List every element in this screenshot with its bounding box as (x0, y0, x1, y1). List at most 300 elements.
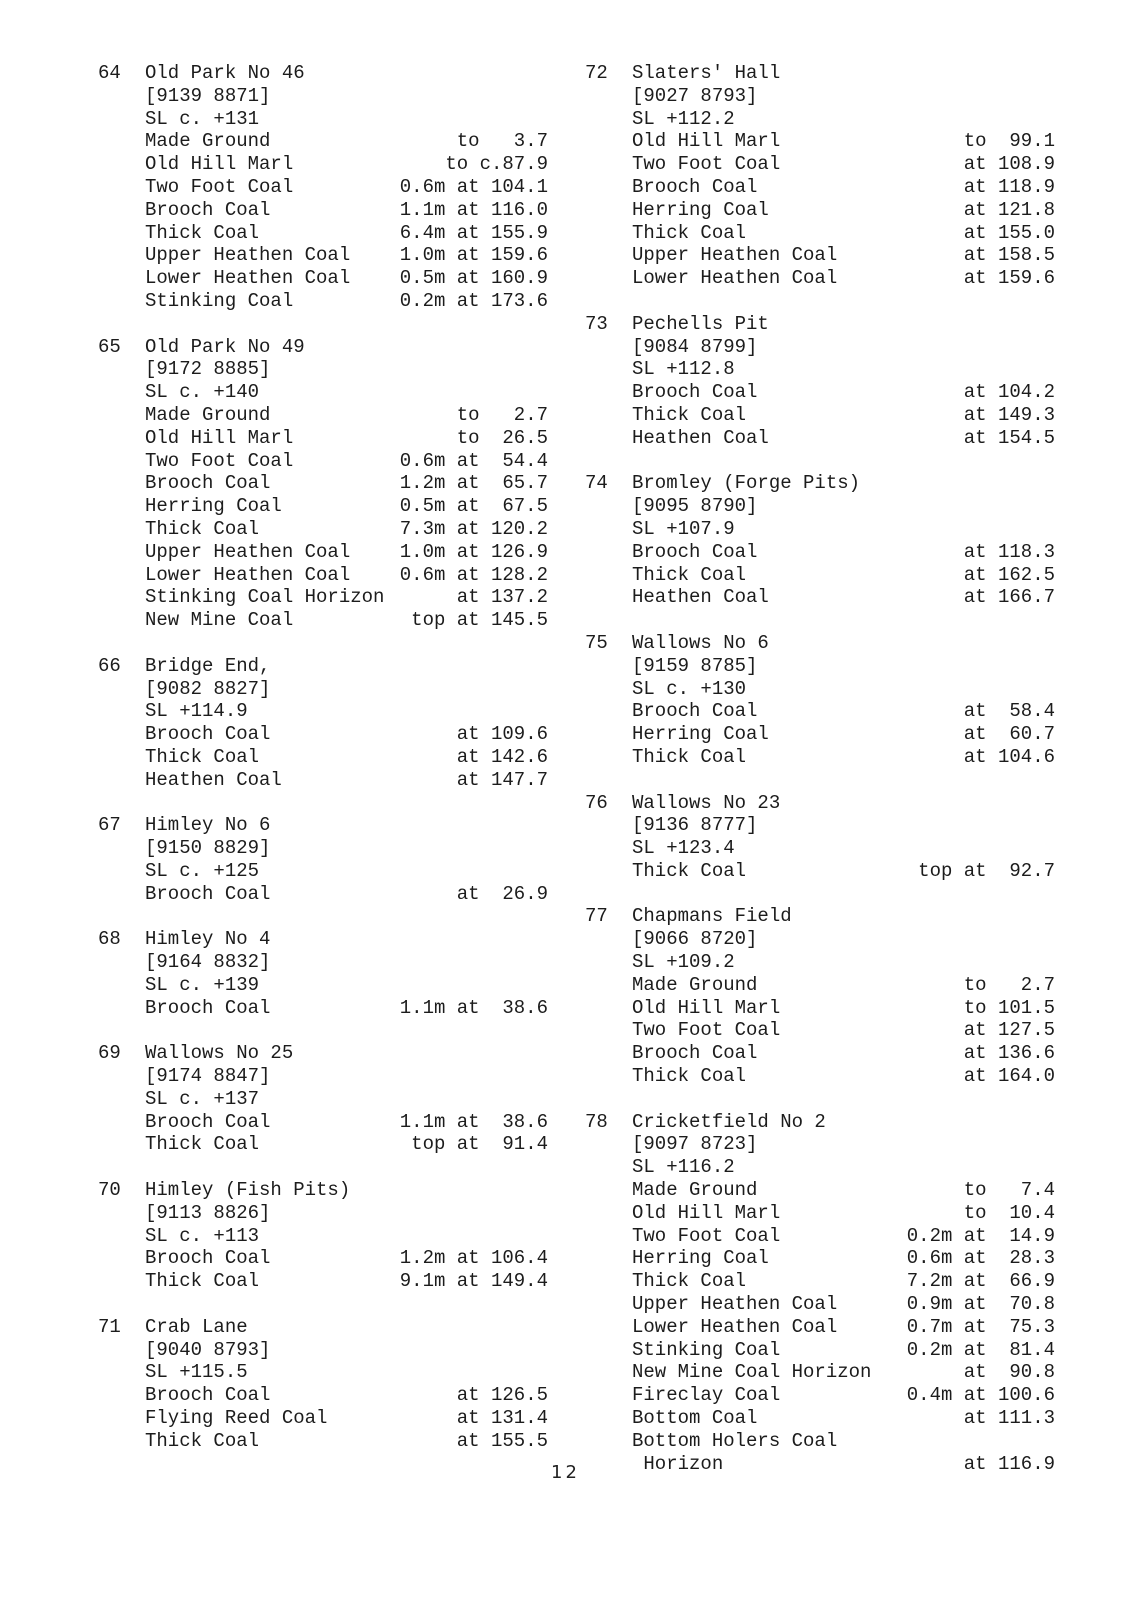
line-value: 0.6m at 28.3 (906, 1247, 1055, 1270)
entry-line (145, 1316, 548, 1339)
entry-line (632, 495, 1055, 518)
borehole-entry (585, 632, 1055, 769)
line-value: at 108.9 (963, 153, 1055, 176)
entry-line (632, 1065, 1055, 1088)
entry-number: 73 (585, 312, 608, 335)
entry-line (145, 85, 548, 108)
entry-line (145, 746, 548, 769)
line-label: Thick Coal (145, 221, 260, 244)
line-label: Heathen Coal (632, 426, 769, 449)
line-label: SL c. +125 (145, 859, 260, 882)
line-label: Thick Coal (632, 563, 747, 586)
line-label: Thick Coal (145, 1133, 260, 1156)
line-value: 0.5m at 160.9 (399, 267, 548, 290)
line-label: Lower Heathen Coal (145, 267, 351, 290)
line-label: Old Park No 49 (145, 335, 305, 358)
line-label: Himley (Fish Pits) (145, 1179, 351, 1202)
line-label: Crab Lane (145, 1315, 248, 1338)
line-value: 9.1m at 149.4 (399, 1270, 548, 1293)
entry-number: 70 (98, 1179, 121, 1202)
line-label: [9040 8793] (145, 1338, 271, 1361)
line-label: Upper Heathen Coal (145, 540, 351, 563)
entry-line (145, 1202, 548, 1225)
entry-line (145, 267, 548, 290)
line-value: at 136.6 (963, 1042, 1055, 1065)
entry-line (632, 108, 1055, 131)
line-label: Himley No 4 (145, 928, 271, 951)
entry-body (145, 1179, 548, 1293)
borehole-entry (98, 1179, 548, 1293)
entry-line (632, 746, 1055, 769)
line-value: 0.5m at 67.5 (399, 495, 548, 518)
line-value: 1.2m at 65.7 (399, 472, 548, 495)
right-column (585, 62, 1055, 1498)
entry-line (632, 1293, 1055, 1316)
line-label: Old Park No 46 (145, 62, 305, 84)
line-value: 0.2m at 14.9 (906, 1224, 1055, 1247)
borehole-entry (585, 1111, 1055, 1476)
entry-line (145, 609, 548, 632)
page-number: 12 (551, 1462, 580, 1483)
line-label: Made Ground (632, 973, 758, 996)
entry-line (632, 176, 1055, 199)
entry-number: 77 (585, 905, 608, 928)
entry-body (632, 62, 1055, 290)
line-label: [9084 8799] (632, 335, 758, 358)
entry-body (145, 336, 548, 632)
line-label: Cricketfield No 2 (632, 1110, 826, 1133)
entry-line (145, 153, 548, 176)
entry-line (632, 427, 1055, 450)
line-value: 0.6m at 54.4 (399, 449, 548, 472)
line-label: SL c. +131 (145, 107, 260, 130)
entry-line (632, 1111, 1055, 1134)
entry-line (145, 62, 548, 85)
line-label: Brooch Coal (632, 1042, 758, 1065)
entry-number: 69 (98, 1042, 121, 1065)
line-label: [9172 8885] (145, 358, 271, 381)
line-label: Made Ground (145, 130, 271, 153)
entry-line (632, 723, 1055, 746)
line-label: Two Foot Coal (632, 1019, 781, 1042)
line-label: Two Foot Coal (145, 449, 294, 472)
line-label: Two Foot Coal (632, 153, 781, 176)
line-value: at 121.8 (963, 198, 1055, 221)
entry-line (632, 518, 1055, 541)
entry-line (632, 632, 1055, 655)
line-label: Old Hill Marl (145, 426, 294, 449)
line-label: Bridge End, (145, 654, 271, 677)
line-label: Thick Coal (145, 1429, 260, 1452)
entry-line (632, 1202, 1055, 1225)
line-label: Brooch Coal (145, 723, 271, 746)
entry-line (145, 404, 548, 427)
entry-number: 65 (98, 335, 121, 358)
entry-line (145, 495, 548, 518)
entry-line (145, 1225, 548, 1248)
line-label: SL +109.2 (632, 951, 735, 974)
borehole-entry (585, 62, 1055, 290)
entry-line (145, 723, 548, 746)
entry-line (145, 951, 548, 974)
line-label: Brooch Coal (145, 882, 271, 905)
line-label: SL c. +130 (632, 677, 747, 700)
entry-line (632, 1042, 1055, 1065)
entry-line (632, 997, 1055, 1020)
entry-number: 64 (98, 62, 121, 84)
line-label: Herring Coal (145, 495, 282, 518)
entry-body (145, 62, 548, 313)
entry-line (632, 62, 1055, 85)
entry-line (632, 564, 1055, 587)
entry-line (632, 336, 1055, 359)
line-label: SL c. +140 (145, 381, 260, 404)
line-label: Brooch Coal (145, 996, 271, 1019)
entry-line (632, 905, 1055, 928)
entry-line (632, 814, 1055, 837)
entry-line (145, 427, 548, 450)
line-label: Thick Coal (145, 1270, 260, 1293)
entry-number: 75 (585, 631, 608, 654)
entry-body (632, 1111, 1055, 1476)
line-label: SL +123.4 (632, 837, 735, 860)
entry-body (145, 655, 548, 792)
line-value: 7.3m at 120.2 (399, 517, 548, 540)
entry-line (632, 860, 1055, 883)
borehole-entry (585, 905, 1055, 1087)
line-value: 1.1m at 38.6 (399, 996, 548, 1019)
borehole-entry (98, 1316, 548, 1453)
entry-number: 78 (585, 1110, 608, 1133)
line-value: 0.2m at 81.4 (906, 1338, 1055, 1361)
entry-number: 68 (98, 928, 121, 951)
line-value: at 109.6 (456, 723, 548, 746)
entry-line (145, 1179, 548, 1202)
line-label: Slaters' Hall (632, 62, 781, 84)
line-label: Upper Heathen Coal (145, 244, 351, 267)
entry-number: 71 (98, 1315, 121, 1338)
line-label: Horizon (632, 1452, 724, 1475)
line-label: Thick Coal (145, 745, 260, 768)
borehole-entry (585, 313, 1055, 450)
line-value: 0.4m at 100.6 (906, 1384, 1055, 1407)
entry-line (632, 1225, 1055, 1248)
entry-line (145, 1430, 548, 1453)
entry-line (632, 1247, 1055, 1270)
entry-line (632, 244, 1055, 267)
entry-body (145, 928, 548, 1019)
line-label: New Mine Coal (145, 609, 294, 632)
entry-line (145, 1339, 548, 1362)
line-label: [9027 8793] (632, 84, 758, 107)
entry-line (145, 1088, 548, 1111)
entry-line (145, 860, 548, 883)
entry-line (145, 1361, 548, 1384)
entry-line (632, 792, 1055, 815)
entry-line (632, 1179, 1055, 1202)
line-label: Brooch Coal (632, 540, 758, 563)
entry-line (632, 1019, 1055, 1042)
line-label: New Mine Coal Horizon (632, 1361, 872, 1384)
entry-line (145, 176, 548, 199)
entry-line (632, 267, 1055, 290)
line-value: at 116.9 (963, 1452, 1055, 1475)
line-label: Thick Coal (632, 221, 747, 244)
entry-body (145, 1042, 548, 1156)
entry-line (632, 199, 1055, 222)
line-value: to 2.7 (456, 403, 548, 426)
entry-line (632, 655, 1055, 678)
line-label: Bottom Holers Coal (632, 1429, 838, 1452)
borehole-entry (98, 1042, 548, 1156)
line-label: Stinking Coal Horizon (145, 586, 385, 609)
line-label: SL +112.8 (632, 358, 735, 381)
line-value: at 164.0 (963, 1065, 1055, 1088)
entry-line (632, 586, 1055, 609)
line-value: at 111.3 (963, 1407, 1055, 1430)
entry-line (145, 564, 548, 587)
entry-line (145, 586, 548, 609)
line-label: Brooch Coal (145, 472, 271, 495)
entry-line (145, 450, 548, 473)
line-label: Old Hill Marl (632, 1201, 781, 1224)
line-label: [9097 8723] (632, 1133, 758, 1156)
borehole-entry (98, 928, 548, 1019)
entry-line (145, 1247, 548, 1270)
line-label: [9095 8790] (632, 495, 758, 518)
line-value: to 26.5 (456, 426, 548, 449)
line-label: [9150 8829] (145, 837, 271, 860)
line-value: at 158.5 (963, 244, 1055, 267)
entry-number: 67 (98, 814, 121, 837)
entry-line (145, 1133, 548, 1156)
entry-line (145, 518, 548, 541)
line-value: 0.2m at 173.6 (399, 289, 548, 312)
entry-body (632, 632, 1055, 769)
entry-number: 72 (585, 62, 608, 84)
entry-line (632, 472, 1055, 495)
line-label: [9174 8847] (145, 1065, 271, 1088)
line-value: 7.2m at 66.9 (906, 1270, 1055, 1293)
entry-line (632, 951, 1055, 974)
line-label: Brooch Coal (632, 175, 758, 198)
line-label: Two Foot Coal (632, 1224, 781, 1247)
line-label: Himley No 6 (145, 814, 271, 837)
line-label: Herring Coal (632, 198, 769, 221)
entry-line (632, 358, 1055, 381)
line-label: Brooch Coal (632, 381, 758, 404)
borehole-entry (585, 472, 1055, 609)
entry-line (145, 199, 548, 222)
line-value: to 2.7 (963, 973, 1055, 996)
line-value: at 162.5 (963, 563, 1055, 586)
entry-line (632, 85, 1055, 108)
line-label: SL +112.2 (632, 107, 735, 130)
entry-line (632, 1384, 1055, 1407)
line-label: SL +114.9 (145, 700, 248, 723)
line-value: at 118.3 (963, 540, 1055, 563)
line-label: Chapmans Field (632, 905, 792, 928)
entry-line (632, 404, 1055, 427)
entry-line (632, 313, 1055, 336)
entry-line (145, 381, 548, 404)
line-label: Brooch Coal (145, 1247, 271, 1270)
line-label: Two Foot Coal (145, 175, 294, 198)
entry-line (632, 928, 1055, 951)
line-label: Upper Heathen Coal (632, 244, 838, 267)
entry-body (632, 905, 1055, 1087)
entry-body (145, 1316, 548, 1453)
line-value: top at 92.7 (918, 859, 1055, 882)
line-label: Wallows No 25 (145, 1042, 294, 1065)
line-label: Thick Coal (632, 1270, 747, 1293)
entry-line (145, 244, 548, 267)
line-label: Made Ground (145, 403, 271, 426)
line-value: at 90.8 (963, 1361, 1055, 1384)
entry-line (632, 1339, 1055, 1362)
line-value: at 155.5 (456, 1429, 548, 1452)
line-value: at 154.5 (963, 426, 1055, 449)
entry-line (632, 222, 1055, 245)
line-value: at 60.7 (963, 723, 1055, 746)
entry-line (632, 1316, 1055, 1339)
line-value: 1.2m at 106.4 (399, 1247, 548, 1270)
entry-line (632, 1361, 1055, 1384)
entry-line (632, 974, 1055, 997)
borehole-entry (98, 336, 548, 632)
line-label: Flying Reed Coal (145, 1407, 328, 1430)
entry-line (145, 837, 548, 860)
line-value: 0.6m at 104.1 (399, 175, 548, 198)
left-column (98, 62, 548, 1475)
entry-line (145, 130, 548, 153)
line-label: SL c. +137 (145, 1087, 260, 1110)
entry-line (632, 837, 1055, 860)
entry-line (632, 1156, 1055, 1179)
entry-line (145, 1407, 548, 1430)
line-label: Upper Heathen Coal (632, 1293, 838, 1316)
line-value: 1.0m at 159.6 (399, 244, 548, 267)
line-value: top at 91.4 (411, 1133, 548, 1156)
line-value: 1.1m at 116.0 (399, 198, 548, 221)
line-label: Brooch Coal (145, 1110, 271, 1133)
entry-line (145, 678, 548, 701)
borehole-entry (98, 62, 548, 313)
line-value: top at 145.5 (411, 609, 548, 632)
line-value: to 3.7 (456, 130, 548, 153)
entry-body (632, 472, 1055, 609)
line-label: Old Hill Marl (632, 130, 781, 153)
line-value: to 101.5 (963, 996, 1055, 1019)
entry-line (632, 130, 1055, 153)
line-value: at 58.4 (963, 700, 1055, 723)
line-label: [9139 8871] (145, 84, 271, 107)
entry-line (145, 997, 548, 1020)
entry-line (632, 1270, 1055, 1293)
line-label: Stinking Coal (145, 289, 294, 312)
line-value: at 104.2 (963, 381, 1055, 404)
line-value: 0.9m at 70.8 (906, 1293, 1055, 1316)
line-label: Thick Coal (632, 745, 747, 768)
entry-line (145, 290, 548, 313)
entry-number: 66 (98, 654, 121, 677)
entry-line (632, 541, 1055, 564)
line-label: Made Ground (632, 1179, 758, 1202)
line-label: Brooch Coal (145, 1384, 271, 1407)
line-value: at 127.5 (963, 1019, 1055, 1042)
entry-line (632, 1430, 1055, 1453)
entry-line (145, 1111, 548, 1134)
entry-line (632, 678, 1055, 701)
line-label: Heathen Coal (632, 586, 769, 609)
line-value: at 159.6 (963, 267, 1055, 290)
line-label: [9082 8827] (145, 677, 271, 700)
line-label: Fireclay Coal (632, 1384, 781, 1407)
line-value: to 99.1 (963, 130, 1055, 153)
borehole-entry (98, 655, 548, 792)
entry-line (145, 1270, 548, 1293)
entry-line (145, 108, 548, 131)
line-value: 0.6m at 128.2 (399, 563, 548, 586)
entry-number: 74 (585, 472, 608, 495)
line-value: at 126.5 (456, 1384, 548, 1407)
line-label: [9159 8785] (632, 654, 758, 677)
entry-line (145, 222, 548, 245)
line-label: SL c. +113 (145, 1224, 260, 1247)
line-label: Herring Coal (632, 723, 769, 746)
entry-line (145, 472, 548, 495)
entry-line (632, 1407, 1055, 1430)
line-label: Lower Heathen Coal (632, 267, 838, 290)
entry-number: 76 (585, 791, 608, 814)
line-label: SL +116.2 (632, 1156, 735, 1179)
entry-line (632, 700, 1055, 723)
line-value: at 166.7 (963, 586, 1055, 609)
line-value: at 149.3 (963, 403, 1055, 426)
entry-line (145, 541, 548, 564)
line-value: at 142.6 (456, 745, 548, 768)
entry-body (632, 792, 1055, 883)
entry-line (145, 928, 548, 951)
entry-line (145, 700, 548, 723)
entry-line (145, 883, 548, 906)
line-label: Bottom Coal (632, 1407, 758, 1430)
line-label: Lower Heathen Coal (145, 563, 351, 586)
line-label: Wallows No 23 (632, 791, 781, 814)
entry-line (632, 153, 1055, 176)
line-value: to c.87.9 (445, 153, 548, 176)
entry-line (145, 358, 548, 381)
line-value: at 118.9 (963, 175, 1055, 198)
entry-line (145, 769, 548, 792)
line-label: [9136 8777] (632, 814, 758, 837)
entry-line (145, 1384, 548, 1407)
line-label: SL +115.5 (145, 1361, 248, 1384)
entry-line (632, 1133, 1055, 1156)
line-label: Thick Coal (632, 1065, 747, 1088)
line-label: Thick Coal (145, 517, 260, 540)
line-label: Stinking Coal (632, 1338, 781, 1361)
line-label: Thick Coal (632, 403, 747, 426)
borehole-entry (585, 792, 1055, 883)
line-label: Old Hill Marl (632, 996, 781, 1019)
line-value: at 147.7 (456, 768, 548, 791)
line-label: Wallows No 6 (632, 631, 769, 654)
line-value: 1.1m at 38.6 (399, 1110, 548, 1133)
line-label: [9113 8826] (145, 1201, 271, 1224)
line-value: 0.7m at 75.3 (906, 1315, 1055, 1338)
line-value: to 10.4 (963, 1201, 1055, 1224)
